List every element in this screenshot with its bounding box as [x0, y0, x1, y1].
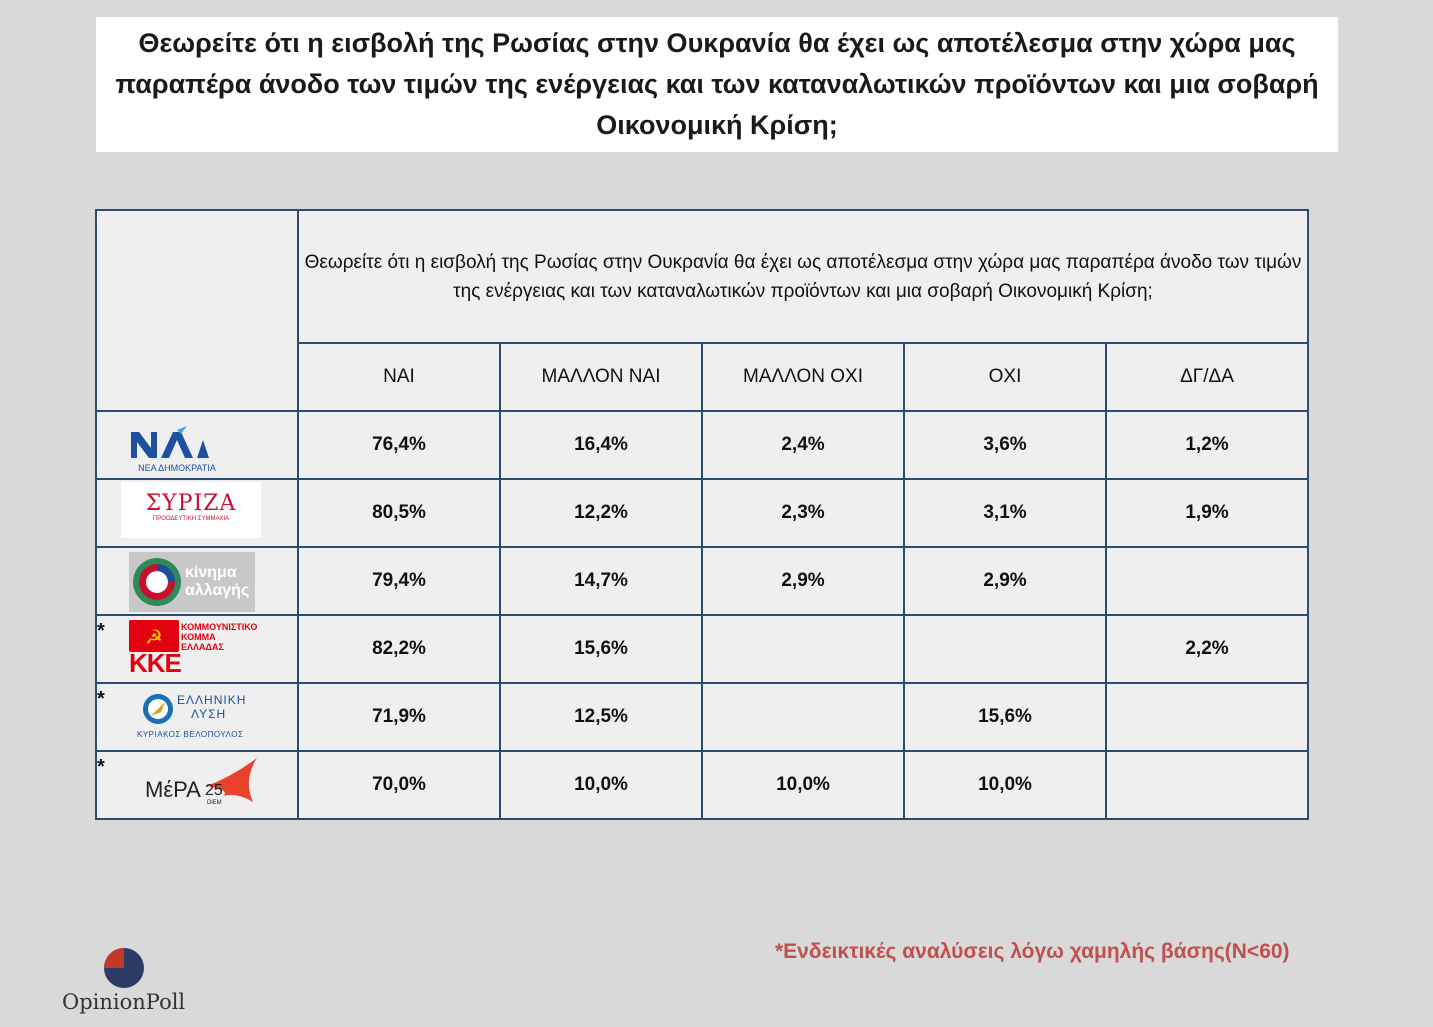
footnote: *Ενδεικτικές αναλύσεις λόγω χαμηλής βάσης(Ν<60) — [775, 940, 1290, 963]
syriza-logo-icon: ΣΥΡΙΖΑ ΠΡΟΟΔΕΥΤΙΚΗ ΣΥΜΜΑΧΙΑ — [121, 482, 261, 538]
cell-value — [1106, 547, 1308, 615]
cell-value: 80,5% — [298, 479, 500, 547]
cell-value: 15,6% — [500, 615, 702, 683]
cell-value: 2,2% — [1106, 615, 1308, 683]
cell-value: 70,0% — [298, 751, 500, 819]
cell-value: 76,4% — [298, 411, 500, 479]
cell-value: 2,4% — [702, 411, 904, 479]
cell-value: 10,0% — [904, 751, 1106, 819]
cell-value: 82,2% — [298, 615, 500, 683]
cell-value: 2,9% — [904, 547, 1106, 615]
cell-value: 12,2% — [500, 479, 702, 547]
table-row — [96, 751, 1308, 819]
cell-value: 3,6% — [904, 411, 1106, 479]
mera25-logo-icon: ΜέΡΑ 25 DiEM — [145, 756, 265, 812]
cell-value: 16,4% — [500, 411, 702, 479]
low-base-marker: * — [97, 620, 105, 642]
cell-value: 79,4% — [298, 547, 500, 615]
party-cell-nd — [96, 411, 298, 479]
cell-value — [904, 615, 1106, 683]
column-header-dk-na: ΔΓ/ΔΑ — [1106, 343, 1308, 411]
cell-value — [702, 683, 904, 751]
cell-value — [1106, 683, 1308, 751]
table-row — [96, 615, 1308, 683]
cell-value — [702, 615, 904, 683]
table-row — [96, 547, 1308, 615]
party-cell-syriza — [96, 479, 298, 547]
cell-value: 2,3% — [702, 479, 904, 547]
cell-value: 3,1% — [904, 479, 1106, 547]
column-header-no: ΟΧΙ — [904, 343, 1106, 411]
column-header-yes: ΝΑΙ — [298, 343, 500, 411]
kke-logo-icon: ☭ ΚΚΕ ΚΟΜΜΟΥΝΙΣΤΙΚΟ ΚΟΜΜΑ ΕΛΛΑΔΑΣ — [129, 622, 258, 678]
party-cell-mera25 — [96, 751, 298, 819]
brand-name: OpinionPoll — [62, 990, 186, 1014]
party-cell-kinal — [96, 547, 298, 615]
table-row — [96, 683, 1308, 751]
nd-logo-icon — [127, 426, 227, 476]
party-cell-kke — [96, 615, 298, 683]
cell-value: 1,9% — [1106, 479, 1308, 547]
cell-value: 10,0% — [702, 751, 904, 819]
question-header: Θεωρείτε ότι η εισβολή της Ρωσίας στην Ουκρανία θα έχει ως αποτέλεσμα στην χώρα μας παραπέρα άνοδο των τιμών της ενέργειας και των καταναλωτικών προϊόντων και μια σοβαρή Οικονομική Κρίση; — [298, 210, 1308, 343]
cell-value: 1,2% — [1106, 411, 1308, 479]
svg-text:ΝΕΑ ΔΗΜΟΚΡΑΤΙΑ: ΝΕΑ ΔΗΜΟΚΡΑΤΙΑ — [138, 463, 216, 473]
cell-value: 71,9% — [298, 683, 500, 751]
cell-value: 2,9% — [702, 547, 904, 615]
table-row — [96, 479, 1308, 547]
results-table — [95, 209, 1309, 820]
column-header-rather-yes: ΜΑΛΛΟΝ ΝΑΙ — [500, 343, 702, 411]
party-cell-elliniki-lysi — [96, 683, 298, 751]
kinal-logo-icon: κίνημα αλλαγής — [129, 552, 255, 612]
low-base-marker: * — [97, 756, 105, 778]
cell-value: 14,7% — [500, 547, 702, 615]
svg-text:☭: ☭ — [145, 625, 163, 649]
cell-value: 10,0% — [500, 751, 702, 819]
cell-value: 12,5% — [500, 683, 702, 751]
title-box — [96, 17, 1338, 152]
low-base-marker: * — [97, 688, 105, 710]
cell-value: 15,6% — [904, 683, 1106, 751]
cell-value — [1106, 751, 1308, 819]
corner-cell — [96, 210, 298, 411]
elliniki-lysi-logo-icon: ΕΛΛΗΝΙΚΗ ΛΥΣΗ ΚΥΡΙΑΚΟΣ ΒΕΛΟΠΟΥΛΟΣ — [137, 693, 247, 739]
table-row — [96, 411, 1308, 479]
page-title: Θεωρείτε ότι η εισβολή της Ρωσίας στην Ουκρανία θα έχει ως αποτέλεσμα στην χώρα μας παραπέρα άνοδο των τιμών της ενέργειας και των καταναλωτικών προϊόντων και μια σοβαρή Οικονομική Κρίση; — [115, 28, 1319, 140]
column-header-rather-no: ΜΑΛΛΟΝ ΟΧΙ — [702, 343, 904, 411]
